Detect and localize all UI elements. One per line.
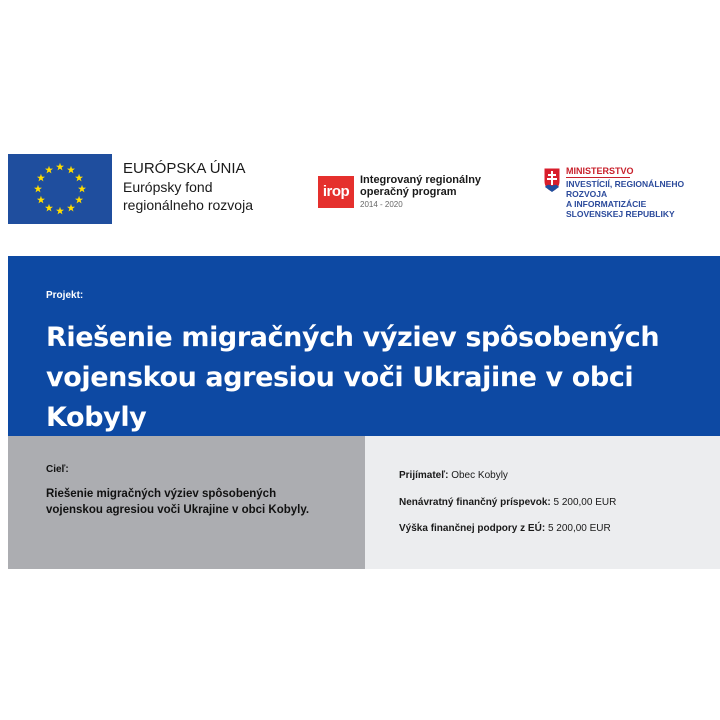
irop-text bbox=[360, 174, 481, 211]
eu-fund-text bbox=[123, 160, 253, 214]
logo-strip bbox=[0, 150, 720, 230]
eu-star-icon bbox=[67, 166, 75, 174]
eu-flag-icon bbox=[8, 154, 112, 224]
grant-row bbox=[399, 497, 616, 508]
eu-star-icon bbox=[37, 174, 45, 182]
project-label: Projekt: bbox=[46, 290, 84, 301]
slovak-coat-of-arms-icon bbox=[543, 167, 561, 193]
project-title-line: Riešenie migračných výziev spôsobených bbox=[46, 322, 660, 353]
ministry-line: SLOVENSKEJ REPUBLIKY bbox=[566, 209, 675, 219]
goal-label: Cieľ: bbox=[46, 464, 69, 475]
project-banner bbox=[8, 256, 720, 436]
grant-value: 5 200,00 EUR bbox=[553, 497, 617, 508]
eu-star-icon bbox=[45, 204, 53, 212]
eu-star-icon bbox=[56, 207, 64, 215]
recipient-row bbox=[399, 470, 508, 481]
eu-fund-line: regionálneho rozvoja bbox=[123, 197, 253, 213]
eu-support-value: 5 200,00 EUR bbox=[547, 523, 611, 534]
eu-stars bbox=[8, 154, 112, 224]
ministry-text bbox=[566, 166, 720, 219]
eu-star-icon bbox=[37, 196, 45, 204]
recipient-label: Prijímateľ: bbox=[399, 470, 449, 481]
goal-text-line: Riešenie migračných výziev spôsobených bbox=[46, 488, 277, 500]
eu-star-icon bbox=[78, 185, 86, 193]
eu-star-icon bbox=[67, 204, 75, 212]
ministry-line: INVESTÍCIÍ, REGIONÁLNEHO ROZVOJA bbox=[566, 179, 685, 199]
eu-star-icon bbox=[75, 174, 83, 182]
ministry-line: A INFORMATIZÁCIE bbox=[566, 199, 647, 209]
project-title bbox=[46, 318, 720, 438]
recipient-value: Obec Kobyly bbox=[451, 470, 508, 481]
grant-label: Nenávratný finančný príspevok: bbox=[399, 497, 551, 508]
eu-support-label: Výška finančnej podpory z EÚ: bbox=[399, 523, 546, 534]
goal-text bbox=[46, 486, 309, 518]
irop-line: Integrovaný regionálny bbox=[360, 174, 482, 186]
goal-text-line: vojenskou agresiou voči Ukrajine v obci Kobyly. bbox=[46, 504, 310, 516]
project-title-line: vojenskou agresiou voči Ukrajine v obci Kobyly bbox=[46, 362, 634, 433]
irop-logo: irop bbox=[318, 176, 354, 208]
eu-star-icon bbox=[75, 196, 83, 204]
eu-star-icon bbox=[56, 163, 64, 171]
irop-line: operačný program bbox=[360, 186, 457, 198]
eu-star-icon bbox=[34, 185, 42, 193]
eu-support-row bbox=[399, 523, 611, 534]
eu-fund-line: Európsky fond bbox=[123, 179, 213, 195]
irop-years: 2014 - 2020 bbox=[360, 200, 403, 209]
eu-name: EURÓPSKA ÚNIA bbox=[123, 160, 246, 177]
info-panel bbox=[365, 436, 720, 569]
ministry-line: MINISTERSTVO bbox=[566, 166, 634, 176]
eu-star-icon bbox=[45, 166, 53, 174]
goal-panel bbox=[8, 436, 365, 569]
